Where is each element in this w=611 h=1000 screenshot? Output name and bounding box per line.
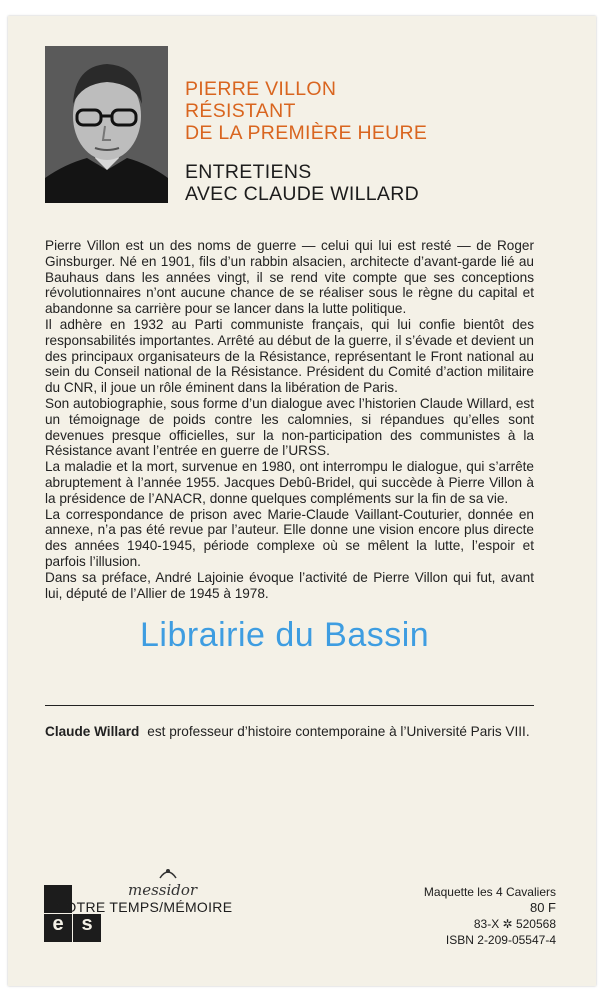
blurb-paragraph: Son autobiographie, sous forme d’un dialogue avec l’historien Claude Willard, est un témoignage de poids contre les calomnies, si répandues qu’elles sont devenues presque officielles, sur la non-participation des communistes à la Résistance avant l’entrée en guerre de l’URSS. (45, 395, 534, 459)
subtitle-line: AVEC CLAUDE WILLARD (185, 183, 419, 205)
design-credit: Maquette les 4 Cavaliers (423, 885, 556, 899)
author-bio: est professeur d’histoire contemporaine à l’Université Paris VIII. (147, 724, 530, 739)
blurb-paragraph: La correspondance de prison avec Marie-Claude Vaillant-Couturier, donnée en annexe, n’a pas été revue par l’auteur. Elle donne une vision encore plus directe des années 1940-1945, période complexe où se mêlent la lutte, l’espoir et parfois l’illusion. (45, 506, 534, 569)
publisher-mark-icon (158, 866, 178, 880)
title-line: DE LA PREMIÈRE HEURE (185, 122, 428, 144)
book-subtitle (185, 161, 419, 205)
catalog-code: 83-X ✲ 520568 (473, 917, 556, 931)
title-line: PIERRE VILLON (185, 78, 337, 100)
logo-letter-e: e (44, 914, 72, 942)
blurb-paragraph: Dans sa préface, André Lajoinie évoque l’activité de Pierre Villon qui fut, avant lui, député de l’Allier de 1945 à 1978. (45, 569, 534, 601)
author-note (45, 723, 534, 740)
portrait-image (45, 46, 168, 203)
blurb-paragraph: Il adhère en 1932 au Parti communiste français, qui lui confie bientôt des responsabilités importantes. Arrêté au début de la guerre, il s’évade et devient un des principaux organisateurs de la Résistance, représentant le Front national au sein du Conseil national de la Résistance. Président du Comité d’action militaire du CNR, il joue un rôle éminent dans la libération de Paris. (45, 316, 534, 396)
author-portrait-photo (45, 46, 168, 203)
author-name: Claude Willard (45, 724, 140, 739)
blurb-text (45, 238, 534, 601)
logo-letter-s: s (73, 914, 101, 942)
isbn: ISBN 2-209-05547-4 (445, 933, 556, 947)
blurb-paragraph: La maladie et la mort, survenue en 1980, ont interrompu le dialogue, qui s’arrête abruptement à l’année 1955. Jacques Debû-Bridel, qui succède à Pierre Villon à la présidence de l’ANACR, donne quelques compléments sur la fin de sa vie. (45, 459, 534, 506)
title-line: RÉSISTANT (185, 100, 296, 122)
divider-line (45, 705, 534, 706)
blurb-paragraph: Pierre Villon est un des noms de guerre — celui qui lui est resté — de Roger Ginsburger. Né en 1901, fils d’un rabbin alsacien, architecte d’avant-garde lié au Bauhaus dans les années vingt, il se rend vite compte que ses conceptions révolutionnaires n’ont aucune chance de se réaliser sous le règne du capital et abandonne sa carrière pour se lancer dans la lutte politique. (45, 238, 534, 317)
subtitle-line: ENTRETIENS (185, 161, 312, 183)
collection-name: NOTRE TEMPS/MÉMOIRE (55, 899, 233, 915)
publisher-name: messidor (128, 881, 198, 899)
price: 80 F (529, 900, 556, 915)
seller-watermark: Librairie du Bassin (140, 616, 430, 654)
publication-info (406, 884, 556, 948)
book-title (185, 78, 427, 144)
book-back-cover (8, 16, 596, 986)
